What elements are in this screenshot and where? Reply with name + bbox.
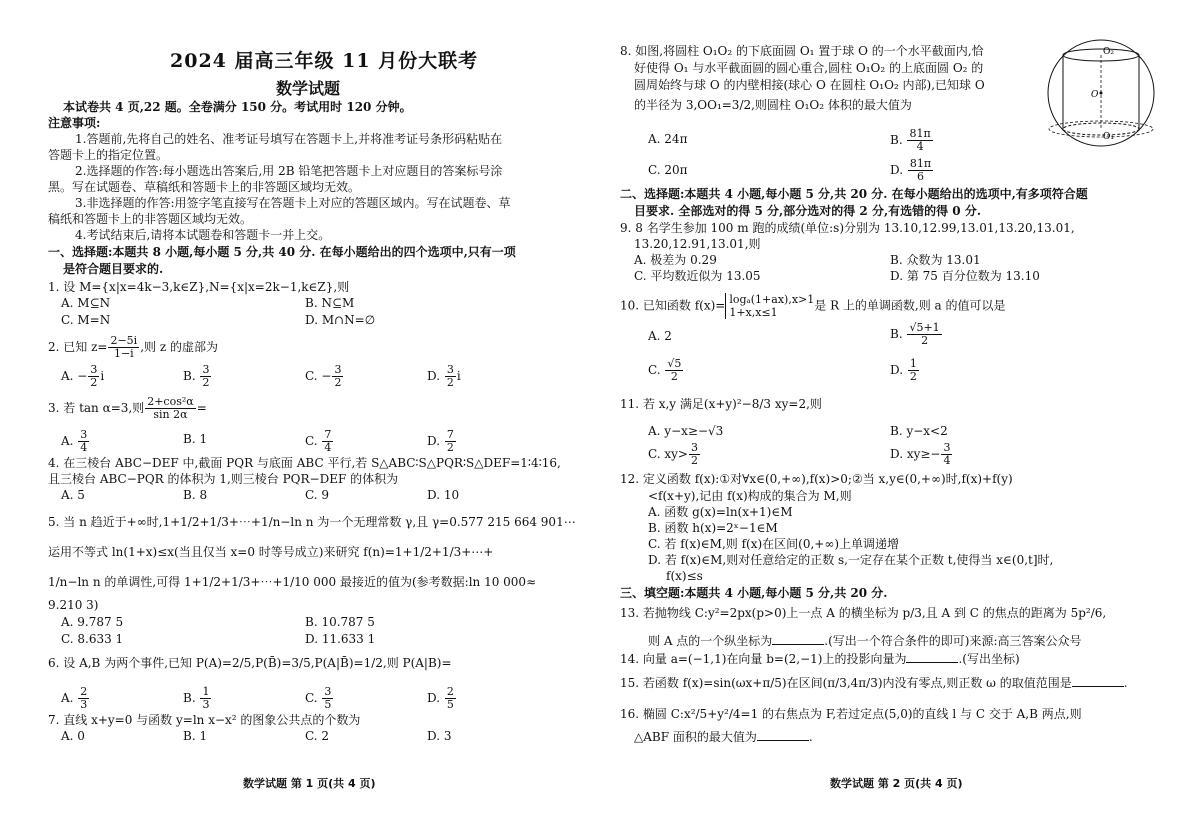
- label-o: O: [1091, 90, 1099, 100]
- q1-option-d[interactable]: D. M∩N=∅: [305, 313, 376, 327]
- q10-option-c[interactable]: C. $\frac{√5}{2}$: [648, 357, 682, 383]
- q8-option-d[interactable]: D. $\frac{81\pi}{6}$: [890, 157, 932, 183]
- section-3-heading: 三、填空题:本题共 4 小题,每小题 5 分,共 20 分.: [620, 586, 888, 600]
- question-8-line: 的半径为 3,OO₁=3/2,则圆柱 O₁O₂ 体积的最大值为: [634, 98, 912, 112]
- q13-answer-blank[interactable]: [772, 634, 824, 645]
- q1-option-b[interactable]: B. N⊆M: [305, 296, 355, 310]
- q12-option-c[interactable]: C. 若 f(x)∈M,则 f(x)在区间(0,+∞)上单调递增: [648, 537, 900, 551]
- q3-option-a[interactable]: A. $\frac{3}{4}$: [61, 428, 88, 454]
- question-4-line: 4. 在三棱台 ABC−DEF 中,截面 PQR 与底面 ABC 平行,若 S△ABC∶S△PQR∶S△DEF=1∶4∶16,: [48, 456, 561, 470]
- question-8-line: 好使得 O₁ 与水平截面圆的圆心重合,圆柱 O₁O₂ 的上底面圆 O₂ 的: [634, 61, 984, 75]
- question-12-line: 12. 定义函数 f(x):①对∀x∈(0,+∞),f(x)>0;②当 x,y∈(0,+∞)时,f(x)+f(y): [620, 472, 1013, 486]
- label-o2: O₂: [1103, 47, 1114, 57]
- question-2-stem: 2. 已知 z= $\frac{2-5i}{1-i}$ ,则 z 的虚部为: [48, 334, 218, 360]
- q2-option-c[interactable]: C. − $\frac{3}{2}$: [305, 363, 342, 389]
- question-16-line: △ABF 面积的最大值为 .: [634, 730, 813, 744]
- question-4-line: 且三棱台 ABC−PQR 的体积为 1,则三棱台 PQR−DEF 的体积为: [48, 472, 399, 486]
- q10-option-a[interactable]: A. 2: [648, 329, 672, 343]
- section-2-heading: 二、选择题:本题共 4 小题,每小题 5 分,共 20 分. 在每小题给出的选项中,有多项符合题: [620, 187, 1088, 201]
- q7-option-a[interactable]: A. 0: [61, 729, 85, 743]
- q10-option-d[interactable]: D. $\frac{1}{2}$: [890, 357, 917, 383]
- section-2-heading-cont: 目要求. 全部选对的得 5 分,部分选对的得 2 分,有选错的得 0 分.: [634, 204, 982, 218]
- q7-option-c[interactable]: C. 2: [305, 729, 330, 743]
- note-line: 1.答题前,先将自己的姓名、准考证号填写在答题卡上,并将准考证号条形码粘贴在: [75, 132, 503, 146]
- center-point: [1100, 92, 1103, 95]
- question-5-line: 5. 当 n 趋近于+∞时,1+1/2+1/3+⋯+1/n−ln n 为一个无理常数 γ,且 γ=0.577 215 664 901⋯: [48, 515, 576, 529]
- q8-option-b[interactable]: B. $\frac{81\pi}{4}$: [890, 127, 931, 153]
- q4-option-a[interactable]: A. 5: [61, 488, 85, 502]
- q4-option-b[interactable]: B. 8: [183, 488, 208, 502]
- note-line: 3.非选择题的作答:用签字笔直接写在答题卡上对应的答题区域内。写在试题卷、草: [75, 196, 511, 210]
- exam-info: 本试卷共 4 页,22 题。全卷满分 150 分。考试用时 120 分钟。: [63, 100, 412, 114]
- q4-option-d[interactable]: D. 10: [427, 488, 460, 502]
- q8-option-a[interactable]: A. 24π: [648, 132, 688, 146]
- note-line: 答题卡上的指定位置。: [48, 148, 169, 162]
- q12-option-d-cont: f(x)≤s: [666, 569, 703, 583]
- question-11-stem: 11. 若 x,y 满足(x+y)²−8/3 xy=2,则: [620, 397, 822, 411]
- exam-title: 2024 届高三年级 11 月份大联考: [170, 50, 479, 72]
- q5-option-c[interactable]: C. 8.633 1: [61, 632, 124, 646]
- note-line: 4.考试结束后,请将本试题卷和答题卡一并上交。: [75, 228, 331, 242]
- question-5-line: 运用不等式 ln(1+x)≤x(当且仅当 x=0 时等号成立)来研究 f(n)=1+1/2+1/3+⋯+: [48, 545, 494, 559]
- q5-option-d[interactable]: D. 11.633 1: [305, 632, 376, 646]
- q1-option-c[interactable]: C. M=N: [61, 313, 111, 327]
- q6-option-b[interactable]: B. $\frac{1}{3}$: [183, 685, 210, 711]
- q2-option-d[interactable]: D. $\frac{3}{2}$ i: [427, 363, 461, 389]
- section-1-heading-cont: 是符合题目要求的.: [63, 262, 164, 276]
- question-16-line: 16. 椭圆 C:x²/5+y²/4=1 的右焦点为 F,若过定点(5,0)的直线 l 与 C 交于 A,B 两点,则: [620, 707, 1082, 721]
- q6-option-d[interactable]: D. $\frac{2}{5}$: [427, 685, 454, 711]
- q3-option-b[interactable]: B. 1: [183, 432, 208, 446]
- question-13-line: 则 A 点的一个纵坐标为 .(写出一个符合条件的即可)来源:高三答案公众号: [648, 634, 1082, 648]
- q10-option-b[interactable]: B. $\frac{√5+1}{2}$: [890, 321, 940, 347]
- question-6-stem: 6. 设 A,B 为两个事件,已知 P(A)=2/5,P(B̄)=3/5,P(A|B̄)=1/2,则 P(A|B)=: [48, 656, 452, 670]
- q9-option-d[interactable]: D. 第 75 百分位数为 13.10: [890, 269, 1040, 283]
- question-1-stem: 1. 设 M={x|x=4k−3,k∈Z},N={x|x=2k−1,k∈Z},则: [48, 280, 350, 294]
- page-footer: 数学试题 第 1 页(共 4 页): [243, 777, 376, 790]
- q9-option-b[interactable]: B. 众数为 13.01: [890, 253, 981, 267]
- question-7-stem: 7. 直线 x+y=0 与函数 y=ln x−x² 的图象公共点的个数为: [48, 713, 361, 727]
- question-5-line: 1/n−ln n 的单调性,可得 1+1/2+1/3+⋯+1/10 000 最接近的值为(参考数据:ln 10 000≈: [48, 575, 537, 589]
- q11-option-c[interactable]: C. xy> $\frac{3}{2}$: [648, 441, 698, 467]
- q6-option-c[interactable]: C. $\frac{3}{5}$: [305, 685, 332, 711]
- page-footer: 数学试题 第 2 页(共 4 页): [830, 777, 963, 790]
- q11-option-d[interactable]: D. xy≥− $\frac{3}{4}$: [890, 441, 951, 467]
- q8-option-c[interactable]: C. 20π: [648, 163, 688, 177]
- q1-option-a[interactable]: A. M⊆N: [61, 296, 111, 310]
- q15-answer-blank[interactable]: [1072, 676, 1124, 687]
- q2-option-a[interactable]: A. − $\frac{3}{2}$ i: [61, 363, 105, 389]
- question-12-line: <f(x+y),记由 f(x)构成的集合为 M,则: [648, 489, 852, 503]
- question-8-line: 圆周始终与球 O 的内壁相接(球心 O 在圆柱 O₁O₂ 内部),已知球 O: [634, 78, 985, 92]
- q5-option-a[interactable]: A. 9.787 5: [61, 615, 124, 629]
- q11-option-b[interactable]: B. y−x<2: [890, 424, 948, 438]
- q7-option-b[interactable]: B. 1: [183, 729, 208, 743]
- question-9-line: 13.20,12.91,13.01,则: [634, 237, 761, 251]
- section-1-heading: 一、选择题:本题共 8 小题,每小题 5 分,共 40 分. 在每小题给出的四个选项中,只有一项: [48, 245, 516, 259]
- q9-option-a[interactable]: A. 极差为 0.29: [634, 253, 717, 267]
- label-o1: O₁: [1103, 132, 1114, 142]
- q11-option-a[interactable]: A. y−x≥−√3: [648, 424, 724, 438]
- q12-option-a[interactable]: A. 函数 g(x)=ln(x+1)∈M: [648, 505, 793, 519]
- q14-answer-blank[interactable]: [906, 652, 958, 663]
- q16-answer-blank[interactable]: [757, 730, 809, 741]
- q3-option-d[interactable]: D. $\frac{7}{2}$: [427, 428, 454, 454]
- q7-option-d[interactable]: D. 3: [427, 729, 452, 743]
- q12-option-d[interactable]: D. 若 f(x)∈M,则对任意给定的正数 s,一定存在某个正数 t,使得当 x∈(0,t]时,: [648, 553, 1054, 567]
- q3-option-c[interactable]: C. $\frac{7}{4}$: [305, 428, 332, 454]
- sphere-cylinder-figure: [1045, 37, 1157, 149]
- q4-option-c[interactable]: C. 9: [305, 488, 330, 502]
- q2-option-b[interactable]: B. $\frac{3}{2}$: [183, 363, 210, 389]
- note-line: 黑。写在试题卷、草稿纸和答题卡上的非答题区域均无效。: [48, 180, 361, 194]
- question-9-line: 9. 8 名学生参加 100 m 跑的成绩(单位:s)分别为 13.10,12.99,13.01,13.20,13.01,: [620, 221, 1075, 235]
- note-line: 稿纸和答题卡上的非答题区域均无效。: [48, 212, 253, 226]
- question-8-line: 8. 如图,将圆柱 O₁O₂ 的下底面圆 O₁ 置于球 O 的一个水平截面内,恰: [620, 44, 984, 58]
- q12-option-b[interactable]: B. 函数 h(x)=2ˣ−1∈M: [648, 521, 778, 535]
- question-5-line: 9.210 3): [48, 598, 99, 612]
- q5-option-b[interactable]: B. 10.787 5: [305, 615, 375, 629]
- q6-option-a[interactable]: A. $\frac{2}{3}$: [61, 685, 88, 711]
- notice-label: 注意事项:: [48, 116, 101, 130]
- exam-subject: 数学试题: [276, 79, 341, 98]
- question-10-stem: 10. 已知函数 f(x)= logₐ(1+ax),x>1 1+x,x≤1 是 R 上的单调函数,则 a 的值可以是: [620, 293, 1006, 319]
- note-line: 2.选择题的作答:每小题选出答案后,用 2B 铅笔把答题卡上对应题目的答案标号涂: [75, 164, 503, 178]
- q9-option-c[interactable]: C. 平均数近似为 13.05: [634, 269, 761, 283]
- question-13-line: 13. 若抛物线 C:y²=2px(p>0)上一点 A 的横坐标为 p/3,且 A 到 C 的焦点的距离为 5p²/6,: [620, 606, 1107, 620]
- question-3-stem: 3. 若 tan α=3,则 $\frac{\text{2+cos²α}}{\sin 2\alpha}$ =: [48, 395, 207, 421]
- question-15-stem: 15. 若函数 f(x)=sin(ωx+π/5)在区间(π/3,4π/3)内没有零点,则正数 ω 的取值范围是 .: [620, 676, 1128, 690]
- question-14-stem: 14. 向量 a=(−1,1)在向量 b=(2,−1)上的投影向量为 .(写出坐标): [620, 652, 1020, 666]
